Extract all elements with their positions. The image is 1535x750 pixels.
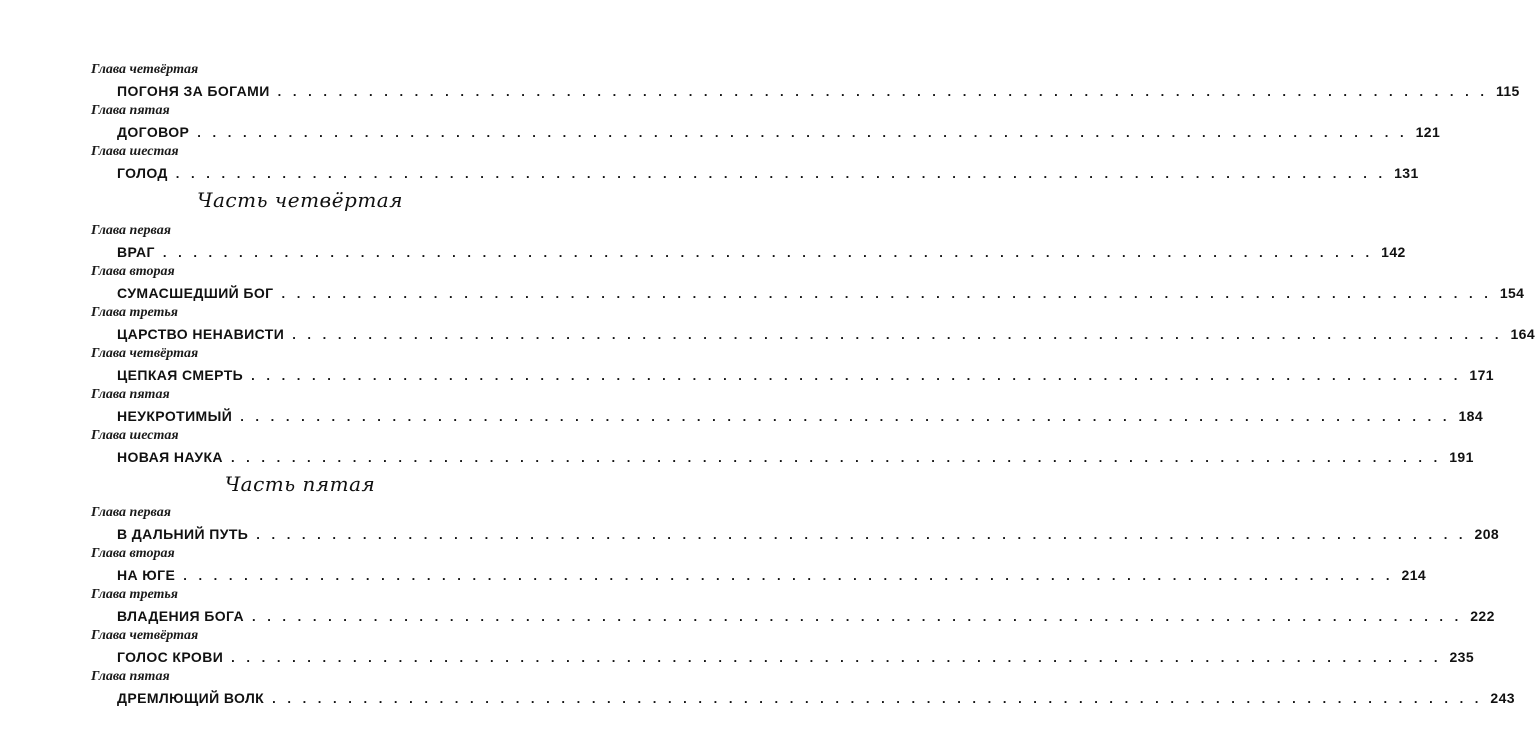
part-heading: Часть четвёртая (197, 188, 403, 212)
chapter-title-row (117, 648, 1475, 666)
toc-entry[interactable] (0, 62, 1520, 104)
chapter-title-row (117, 448, 1474, 466)
chapter-title-row (117, 689, 1515, 707)
toc-entry[interactable] (0, 546, 1427, 588)
page-number: 142 (1381, 244, 1406, 260)
toc-entry[interactable] (0, 428, 1474, 470)
dot-leader: . . . . . . . . . . . . . . . . . . . . . . . . . . . . . . . . . . . . . . . . . . . . . . . . . . . . . . . . . . . . . . . . . . . . . . . . . . . . . . . . (175, 166, 1387, 181)
dot-leader: . . . . . . . . . . . . . . . . . . . . . . . . . . . . . . . . . . . . . . . . . . . . . . . . . . . . . . . . . . . . . . . . . . . . . . . . . . . . . . . . (183, 568, 1394, 583)
page-number: 121 (1415, 124, 1441, 140)
page-number: 171 (1469, 367, 1494, 383)
page-number: 154 (1499, 285, 1525, 301)
page-number: 115 (1495, 83, 1520, 99)
dot-leader: . . . . . . . . . . . . . . . . . . . . . . . . . . . . . . . . . . . . . . . . . . . . . . . . . . . . . . . . . . . . . . . . . . . . . . . . . . . . . . . . (292, 327, 1503, 342)
chapter-title: НЕУКРОТИМЫЙ (117, 408, 233, 424)
chapter-title: ГОЛОД (117, 165, 168, 181)
chapter-label: Глава первая (91, 505, 171, 520)
page-number: 214 (1401, 567, 1427, 583)
page-number: 243 (1490, 690, 1515, 706)
dot-leader: . . . . . . . . . . . . . . . . . . . . . . . . . . . . . . . . . . . . . . . . . . . . . . . . . . . . . . . . . . . . . . . . . . . . . . . . . . . . . . . . (281, 286, 1492, 301)
dot-leader: . . . . . . . . . . . . . . . . . . . . . . . . . . . . . . . . . . . . . . . . . . . . . . . . . . . . . . . . . . . . . . . . . . . . . . . . . . . . . . . . (251, 609, 1463, 624)
chapter-title: ВЛАДЕНИЯ БОГА (117, 608, 244, 624)
page-number: 222 (1470, 608, 1495, 624)
page-number: 235 (1449, 649, 1475, 665)
chapter-title: СУМАСШЕДШИЙ БОГ (117, 285, 274, 301)
toc-entry[interactable] (0, 346, 1494, 388)
dot-leader: . . . . . . . . . . . . . . . . . . . . . . . . . . . . . . . . . . . . . . . . . . . . . . . . . . . . . . . . . . . . . . . . . . . . . . . . . . . . . . . . (251, 368, 1462, 383)
chapter-title: ВРАГ (117, 244, 155, 260)
chapter-title: НОВАЯ НАУКА (117, 449, 223, 465)
chapter-title: ДРЕМЛЮЩИЙ ВОЛК (117, 690, 265, 706)
chapter-title-row (117, 164, 1419, 182)
chapter-title-row (117, 243, 1406, 261)
toc-entry[interactable] (0, 505, 1500, 547)
chapter-label: Глава четвёртая (91, 628, 199, 643)
chapter-label: Глава пятая (91, 387, 170, 402)
page-number: 208 (1474, 526, 1500, 542)
chapter-title: ПОГОНЯ ЗА БОГАМИ (117, 83, 270, 99)
chapter-title-row (117, 325, 1535, 343)
chapter-label: Глава первая (91, 223, 171, 238)
dot-leader: . . . . . . . . . . . . . . . . . . . . . . . . . . . . . . . . . . . . . . . . . . . . . . . . . . . . . . . . . . . . . . . . . . . . . . . . . . . . . . . . (240, 409, 1451, 424)
toc-entry[interactable] (0, 387, 1484, 429)
dot-leader: . . . . . . . . . . . . . . . . . . . . . . . . . . . . . . . . . . . . . . . . . . . . . . . . . . . . . . . . . . . . . . . . . . . . . . . . . . . . . . . . (197, 125, 1408, 140)
page-number: 131 (1394, 165, 1419, 181)
dot-leader: . . . . . . . . . . . . . . . . . . . . . . . . . . . . . . . . . . . . . . . . . . . . . . . . . . . . . . . . . . . . . . . . . . . . . . . . . . . . . . . . (256, 527, 1467, 542)
chapter-title: ГОЛОС КРОВИ (117, 649, 224, 665)
chapter-label: Глава пятая (91, 103, 170, 118)
page-number: 184 (1458, 408, 1484, 424)
chapter-title-row (117, 366, 1494, 384)
toc-entry[interactable] (0, 223, 1406, 265)
chapter-title-row (117, 284, 1525, 302)
chapter-title: ДОГОВОР (117, 124, 190, 140)
chapter-title: ЦАРСТВО НЕНАВИСТИ (117, 326, 285, 342)
toc-entry[interactable] (0, 144, 1419, 186)
chapter-title-row (117, 123, 1441, 141)
chapter-title: ЦЕПКАЯ СМЕРТЬ (117, 367, 244, 383)
page-number: 191 (1449, 449, 1474, 465)
chapter-title: В ДАЛЬНИЙ ПУТЬ (117, 526, 249, 542)
chapter-label: Глава третья (91, 305, 178, 320)
toc-entry[interactable] (0, 587, 1495, 629)
toc-entry[interactable] (0, 628, 1475, 670)
toc-entry[interactable] (0, 264, 1525, 306)
dot-leader: . . . . . . . . . . . . . . . . . . . . . . . . . . . . . . . . . . . . . . . . . . . . . . . . . . . . . . . . . . . . . . . . . . . . . . . . . . . . . . . . (272, 691, 1483, 706)
chapter-label: Глава шестая (91, 144, 179, 159)
chapter-title-row (117, 82, 1520, 100)
dot-leader: . . . . . . . . . . . . . . . . . . . . . . . . . . . . . . . . . . . . . . . . . . . . . . . . . . . . . . . . . . . . . . . . . . . . . . . . . . . . . . . . (230, 450, 1442, 465)
chapter-label: Глава шестая (91, 428, 179, 443)
chapter-title-row (117, 607, 1495, 625)
chapter-label: Глава вторая (91, 264, 175, 279)
dot-leader: . . . . . . . . . . . . . . . . . . . . . . . . . . . . . . . . . . . . . . . . . . . . . . . . . . . . . . . . . . . . . . . . . . . . . . . . . . . . . . . . (277, 84, 1488, 99)
chapter-label: Глава четвёртая (91, 346, 199, 361)
chapter-label: Глава пятая (91, 669, 170, 684)
chapter-title-row (117, 566, 1427, 584)
toc-entry[interactable] (0, 669, 1515, 711)
chapter-title: НА ЮГЕ (117, 567, 176, 583)
chapter-label: Глава вторая (91, 546, 175, 561)
chapter-title-row (117, 407, 1484, 425)
toc-entry[interactable] (0, 103, 1441, 145)
page-number: 164 (1510, 326, 1535, 342)
chapter-label: Глава третья (91, 587, 178, 602)
chapter-label: Глава четвёртая (91, 62, 199, 77)
part-heading: Часть пятая (224, 472, 376, 496)
toc-entry[interactable] (0, 305, 1535, 347)
dot-leader: . . . . . . . . . . . . . . . . . . . . . . . . . . . . . . . . . . . . . . . . . . . . . . . . . . . . . . . . . . . . . . . . . . . . . . . . . . . . . . . . (162, 245, 1374, 260)
dot-leader: . . . . . . . . . . . . . . . . . . . . . . . . . . . . . . . . . . . . . . . . . . . . . . . . . . . . . . . . . . . . . . . . . . . . . . . . . . . . . . . . (231, 650, 1442, 665)
chapter-title-row (117, 525, 1500, 543)
